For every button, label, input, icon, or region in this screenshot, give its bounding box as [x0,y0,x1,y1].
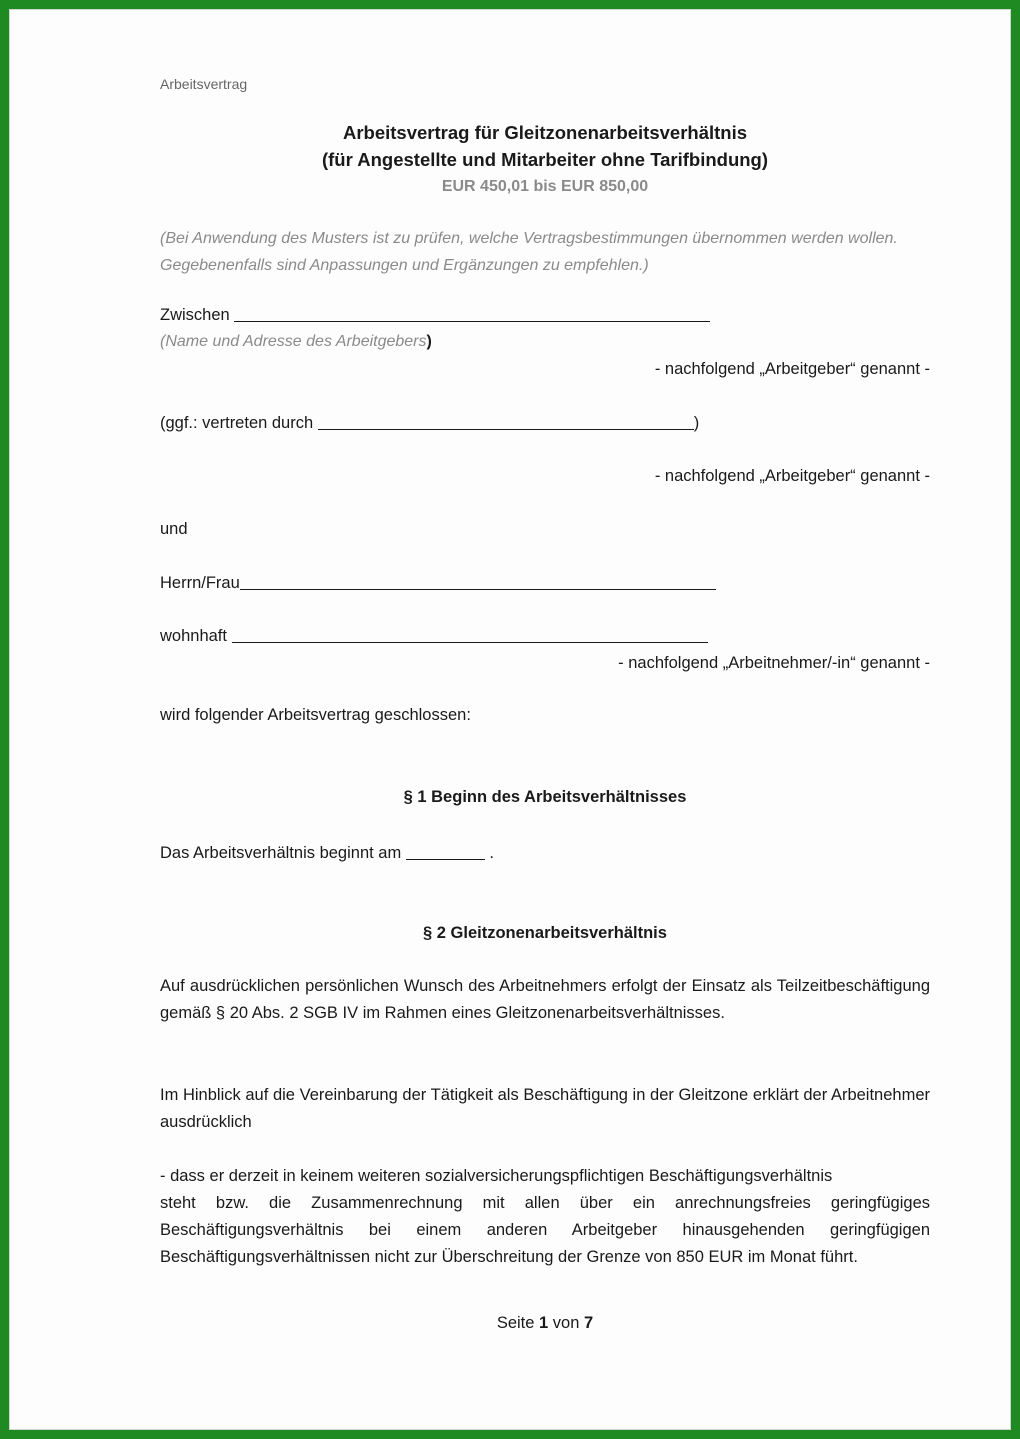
document-title: Arbeitsvertrag für Gleitzonenarbeitsverhältnis [342,122,748,143]
represented-close: ) [693,414,700,432]
concluded-statement: wird folgender Arbeitsvertrag geschlossen: [160,706,471,724]
employee-name-field[interactable] [240,573,716,590]
employer-hint-text: (Name und Adresse des Arbeitgebers [160,333,427,350]
page-number [160,1314,930,1333]
residence-label: wohnhaft [160,627,232,645]
between-line [160,305,710,325]
representative-field[interactable] [318,413,694,430]
usage-note: (Bei Anwendung des Musters ist zu prüfen, welche Vertragsbestimmungen übernommen werden wollen. Gegebenenfalls sind Anpassungen und Ergänzungen zu empfehlen.) [160,230,898,274]
page-total: 7 [584,1314,594,1332]
represented-line [160,413,699,433]
section-1-text [160,843,494,863]
start-date-label: Das Arbeitsverhältnis beginnt am [160,844,406,862]
employer-designation-2: - nachfolgend „Arbeitgeber“ genannt - [654,467,930,485]
employer-designation: - nachfolgend „Arbeitgeber“ genannt - [654,360,930,378]
represented-label: (ggf.: vertreten durch [160,414,318,432]
employee-label: Herrn/Frau [160,574,240,592]
section-2-paragraph-3-line-1: - dass er derzeit in keinem weiteren sozialversicherungspflichtigen Beschäftigungsverhältnis [160,1167,833,1185]
and-label: und [160,520,188,538]
page-current: 1 [539,1314,549,1332]
section-2-heading: § 2 Gleitzonenarbeitsverhältnis [423,924,667,942]
between-label: Zwischen [160,306,235,324]
running-header: Arbeitsvertrag [160,76,248,92]
document-page [160,0,930,1439]
start-date-end: . [484,844,494,862]
section-2-paragraph-1: Auf ausdrücklichen persönlichen Wunsch des Arbeitnehmers erfolgt der Einsatz als Teilzeitbeschäftigung gemäß § 20 Abs. 2 SGB IV im Rahmen eines Gleitzonenarbeitsverhältnisses. [160,977,930,1022]
employer-name-field[interactable] [234,305,710,322]
section-2-paragraph-3-rest: steht bzw. die Zusammenrechnung mit allen über ein anrechnungsfreies geringfügiges Beschäftigungsverhältnis bei einem anderen Arbeitgeber hinausgehenden geringfügigen Beschäftigungsverhältnissen nicht zur Überschreitung der Grenze von 850 EUR im Monat führt. [160,1194,930,1266]
employer-hint [160,333,432,351]
employer-hint-close: ) [426,333,432,350]
salary-range: EUR 450,01 bis EUR 850,00 [441,178,649,195]
employee-designation: - nachfolgend „Arbeitnehmer/-in“ genannt - [618,654,930,672]
section-1-heading: § 1 Beginn des Arbeitsverhältnisses [403,788,687,806]
section-2-paragraph-2: Im Hinblick auf die Vereinbarung der Tätigkeit als Beschäftigung in der Gleitzone erklärt der Arbeitnehmer ausdrücklich [160,1086,930,1131]
document-title-subline: (für Angestellte und Mitarbeiter ohne Tarifbindung) [321,149,769,170]
of-word: von [552,1314,580,1332]
residence-field[interactable] [232,626,708,643]
start-date-field[interactable] [406,843,485,860]
page-word: Seite [496,1314,535,1332]
residence-line [160,626,708,646]
employee-line [160,573,716,593]
